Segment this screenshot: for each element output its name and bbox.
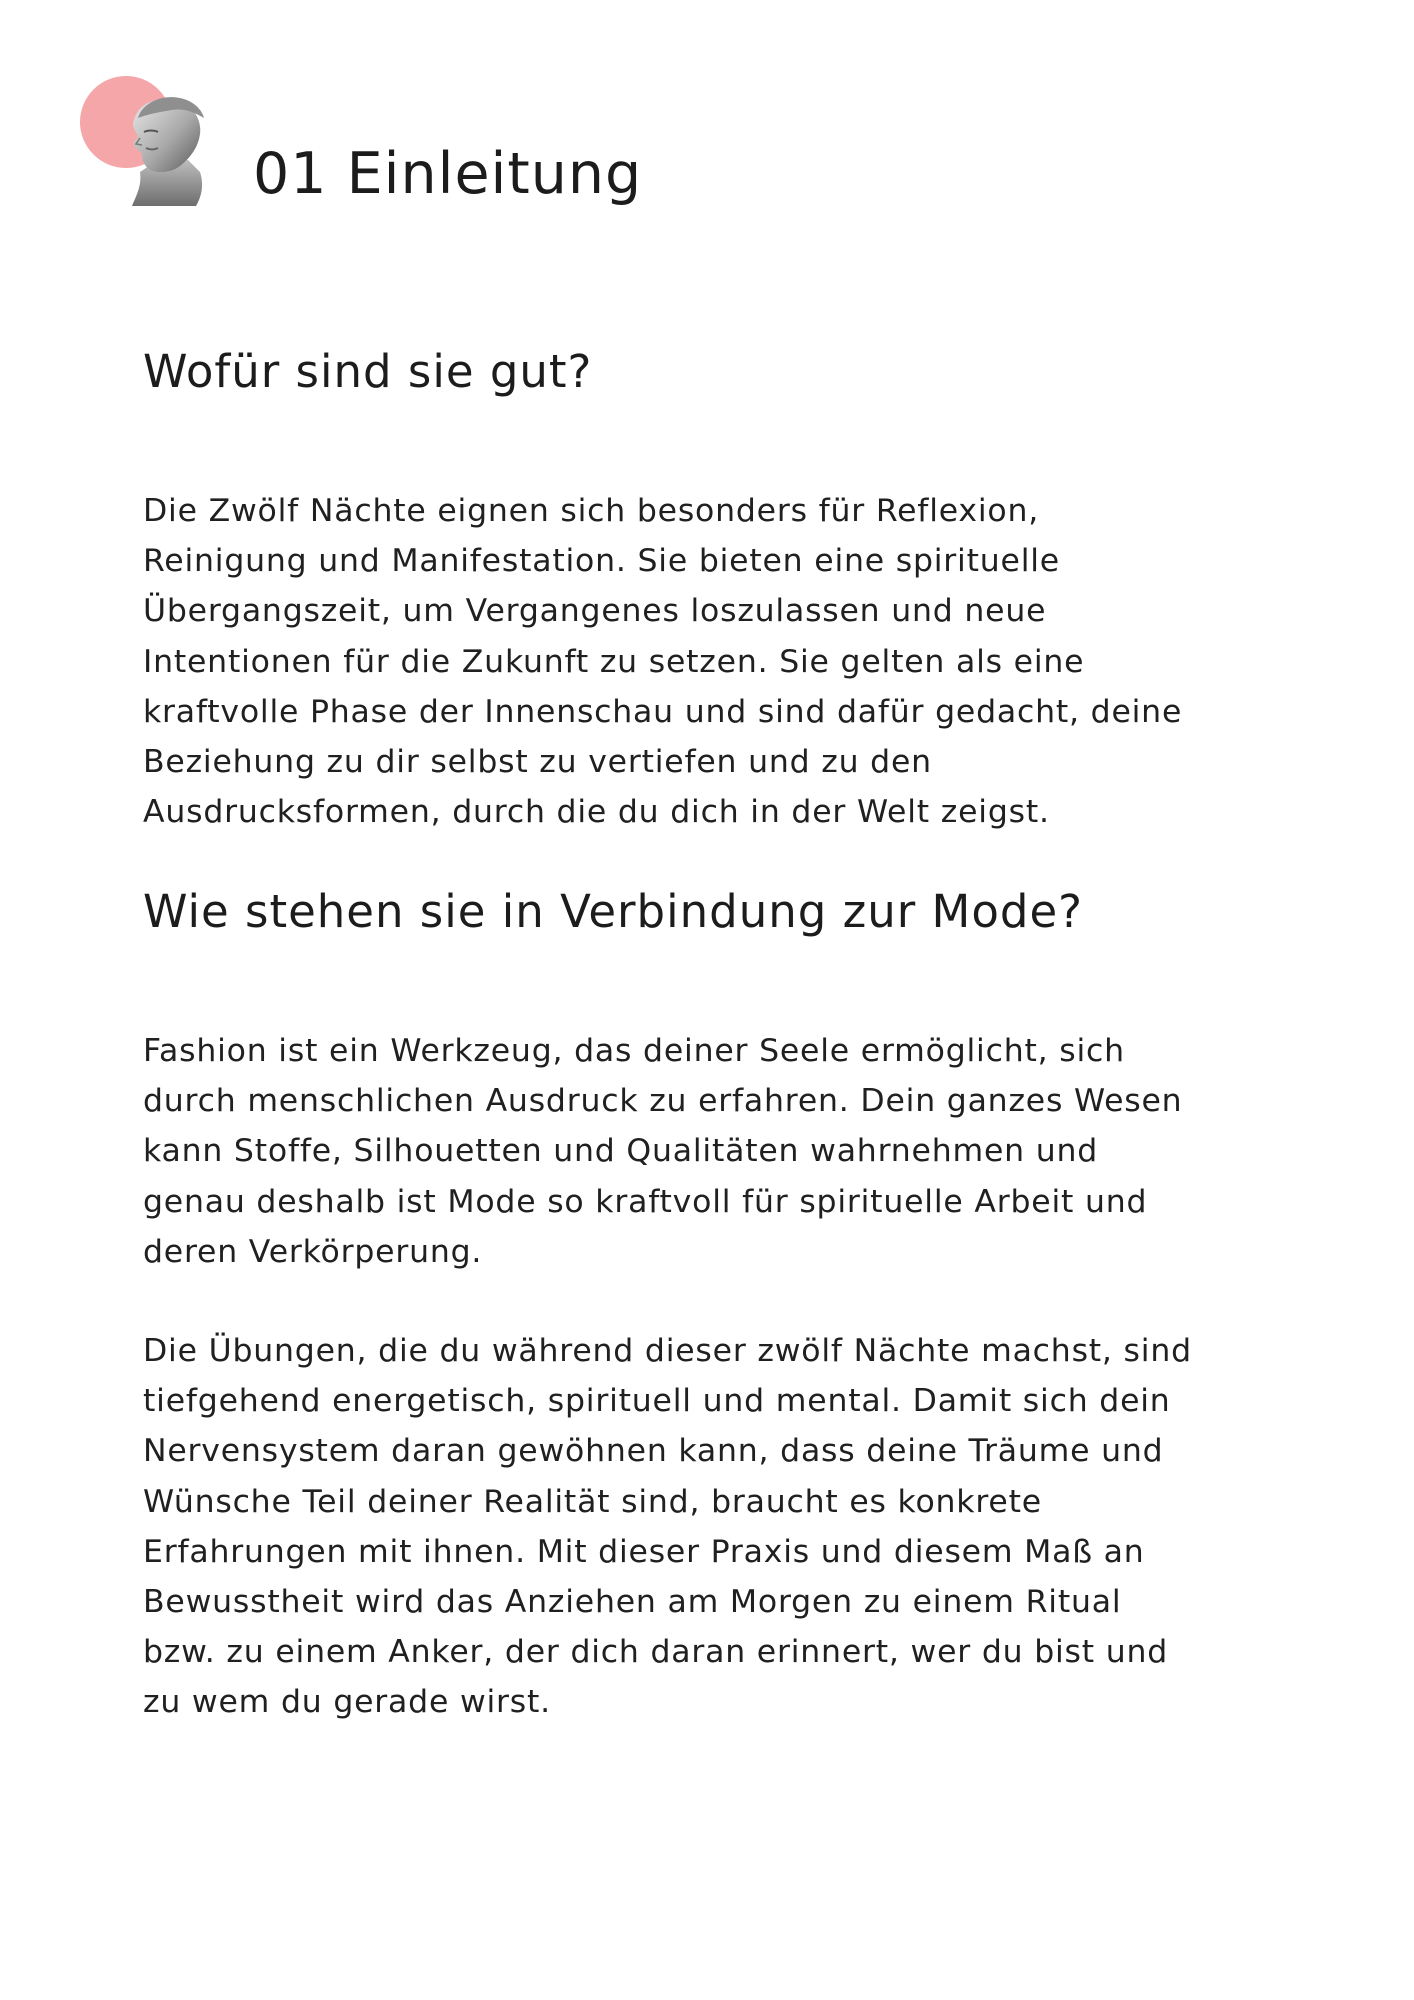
statue-head-icon — [76, 74, 216, 214]
statue-head-graphic — [76, 74, 216, 214]
section-paragraph: Die Zwölf Nächte eignen sich besonders für Reflexion, Reinigung und Manifestation. Sie bieten eine spirituelle Übergangszeit, um Vergangenes loszulassen und neue Intentionen für die Zukunft zu setzen. Sie gelten als eine kraftvolle Phase der Innenschau und sind dafür gedacht, deine Beziehung zu dir selbst zu vertiefen und zu den Ausdrucksformen, durch die du dich in der Welt zeigst. — [143, 493, 1183, 831]
section-heading: Wie stehen sie in Verbindung zur Mode? — [143, 885, 1084, 938]
section-paragraph: Fashion ist ein Werkzeug, das deiner Seele ermöglicht, sich durch menschlichen Ausdruck zu erfahren. Dein ganzes Wesen kann Stoffe, Silhouetten und Qualitäten wahrnehmen und genau deshalb ist Mode so kraftvoll für spirituelle Arbeit und deren Verkörperung. — [143, 1033, 1183, 1270]
section-heading: Wofür sind sie gut? — [143, 345, 593, 398]
page-title: 01 Einleitung — [253, 141, 643, 207]
section-paragraph: Die Übungen, die du während dieser zwölf Nächte machst, sind tiefgehend energetisch, spirituell und mental. Damit sich dein Nervensystem daran gewöhnen kann, dass deine Träume und Wünsche Teil deiner Realität sind, braucht es konkrete Erfahrungen mit ihnen. Mit dieser Praxis und diesem Maß an Bewusstheit wird das Anziehen am Morgen zu einem Ritual bzw. zu einem Anker, der dich daran erinnert, wer du bist und zu wem du gerade wirst. — [143, 1333, 1192, 1721]
content — [143, 342, 1283, 1728]
